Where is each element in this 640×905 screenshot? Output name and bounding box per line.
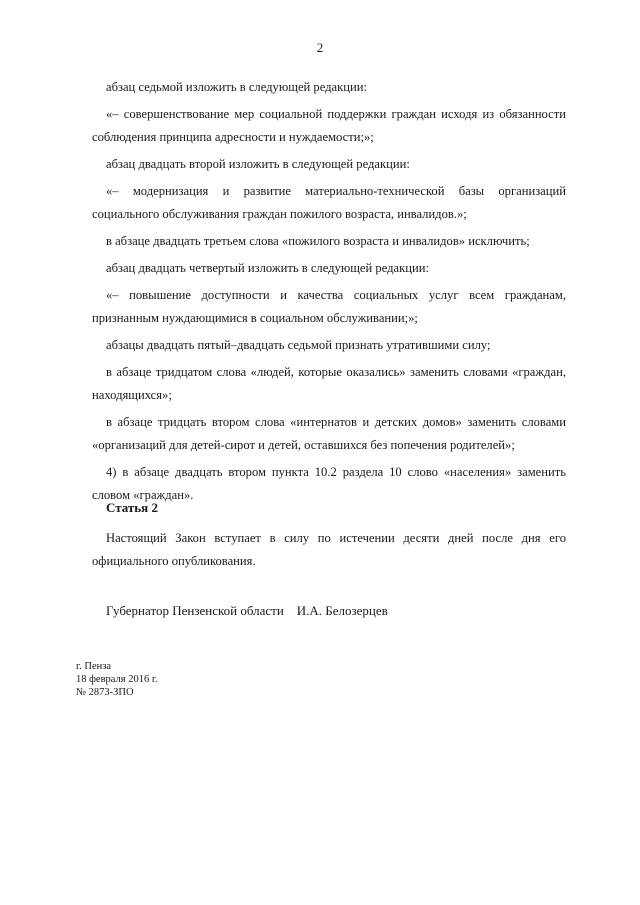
meta-date: 18 февраля 2016 г. <box>76 674 158 685</box>
paragraph: «– повышение доступности и качества социальных услуг всем гражданам, признанным нуждающимися в социальном обслуживании;»; <box>92 288 566 325</box>
page-number: 2 <box>316 40 324 55</box>
signature-block <box>106 603 388 619</box>
paragraph: абзац седьмой изложить в следующей редакции: <box>106 80 367 94</box>
meta-number: № 2873-ЗПО <box>76 687 134 698</box>
meta-city: г. Пенза <box>76 661 112 672</box>
paragraph: абзац двадцать четвертый изложить в следующей редакции: <box>106 261 429 275</box>
paragraph: в абзаце тридцать втором слова «интернатов и детских домов» заменить словами «организаций для детей-сирот и детей, оставшихся без попечения родителей»; <box>92 415 566 452</box>
signature-name: И.А. Белозерцев <box>296 603 388 618</box>
paragraph: «– модернизация и развитие материально-технической базы организаций социального обслуживания граждан пожилого возраста, инвалидов.»; <box>92 184 566 221</box>
article-body <box>92 527 566 573</box>
signature-title: Губернатор Пензенской области <box>106 603 284 618</box>
article-text: Настоящий Закон вступает в силу по истечении десяти дней после дня его официального опубликования. <box>92 531 566 568</box>
paragraph: «– совершенствование мер социальной поддержки граждан исходя из обязанности соблюдения принципа адресности и нуждаемости;»; <box>92 107 566 144</box>
paragraph: абзац двадцать второй изложить в следующей редакции: <box>106 157 410 171</box>
paragraph: 4) в абзаце двадцать втором пункта 10.2 раздела 10 слово «населения» заменить словом «граждан». <box>92 465 566 502</box>
document-body <box>92 76 566 507</box>
paragraph: в абзаце тридцатом слова «людей, которые оказались» заменить словами «граждан, находящихся»; <box>92 365 566 402</box>
article-heading: Статья 2 <box>106 500 158 515</box>
document-meta <box>76 660 158 699</box>
paragraph: абзацы двадцать пятый–двадцать седьмой признать утратившими силу; <box>106 338 491 352</box>
paragraph: в абзаце двадцать третьем слова «пожилого возраста и инвалидов» исключить; <box>106 234 530 248</box>
